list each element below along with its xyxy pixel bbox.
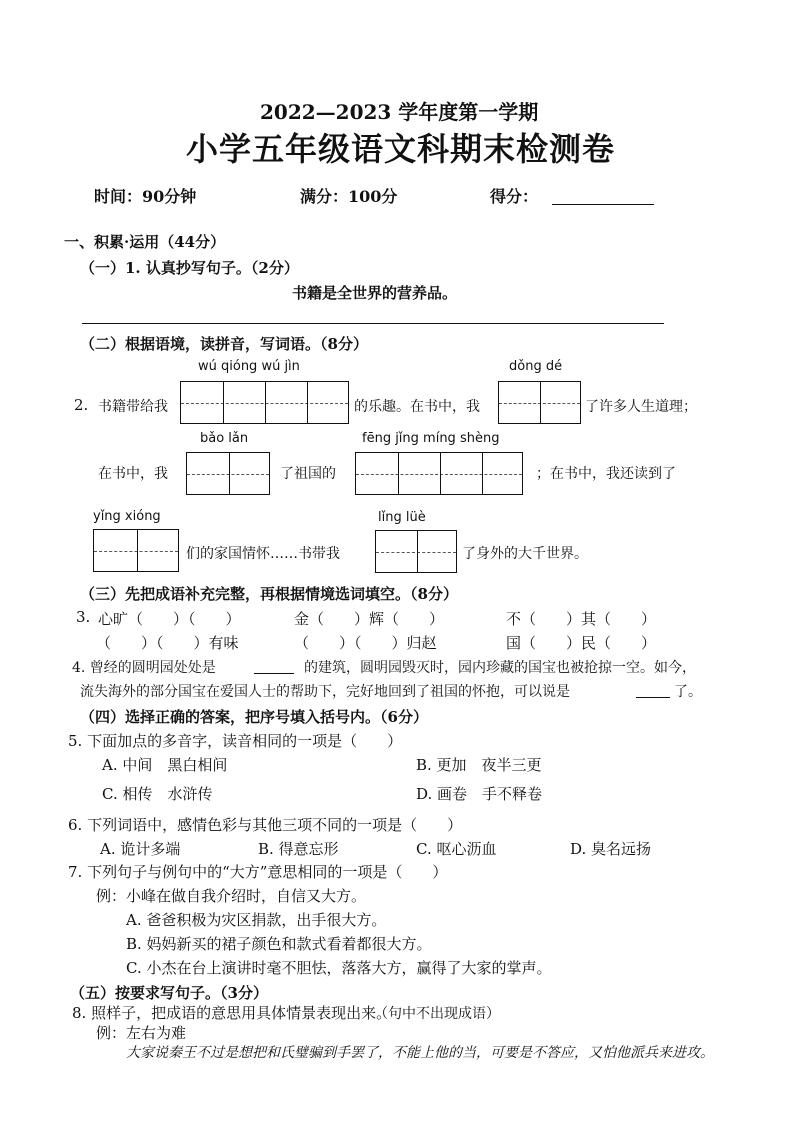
idiom-4: （ ）（ ）有味 — [96, 634, 239, 652]
answer-box-2[interactable] — [498, 381, 581, 424]
q6-stem: 6. 下列词语中，感情色彩与其他三项不同的一项是（ ） — [68, 816, 463, 834]
q3-number: 3. — [76, 608, 91, 626]
q7-option-c[interactable]: C. 小杰在台上演讲时毫不胆怯，落落大方，赢得了大家的掌声。 — [126, 959, 552, 977]
idiom-2: 金（ ）辉（ ） — [294, 610, 445, 628]
q6-option-b[interactable]: B. 得意忘形 — [258, 840, 339, 858]
q5-option-b[interactable]: B. 更加 夜半三更 — [416, 756, 542, 774]
q8-example-label: 例：左右为难 — [96, 1024, 187, 1042]
q4-line2-a: 流失海外的部分国宝在爱国人士的帮助下，完好地回到了祖国的怀抱，可以说是 — [80, 684, 570, 700]
q5-option-a[interactable]: A. 中间 黑白相间 — [102, 756, 228, 774]
score-blank[interactable] — [552, 204, 654, 205]
idiom-3: 不（ ）其（ ） — [506, 610, 657, 628]
idiom-1: 心旷（ ）（ ） — [98, 610, 241, 628]
section2-heading: （二）根据语境，读拼音，写词语。（8分） — [80, 335, 368, 353]
copy-answer-line[interactable] — [82, 323, 664, 324]
q5-option-d[interactable]: D. 画卷 手不释卷 — [416, 785, 543, 803]
q4-blank-2[interactable] — [636, 697, 670, 698]
q6-option-a[interactable]: A. 诡计多端 — [100, 840, 181, 858]
q2-text-4: 在书中，我 — [98, 466, 168, 482]
part1-label: （一）1. 认真抄写句子。（2分） — [80, 259, 299, 277]
answer-box-3[interactable] — [186, 452, 270, 495]
q2-text-3: 了许多人生道理； — [585, 399, 697, 415]
q2-text-6: ；在书中，我还读到了 — [536, 466, 676, 482]
q2-text-7: 们的家国情怀……书带我 — [186, 546, 340, 562]
q7-option-b[interactable]: B. 妈妈新买的裙子颜色和款式看着都很大方。 — [126, 935, 432, 953]
answer-box-5[interactable] — [93, 529, 179, 572]
exam-term: 2022—2023 学年度第一学期 — [260, 100, 539, 124]
section5-heading: （五）按要求写句子。（3分） — [70, 984, 268, 1002]
pinyin-6: lǐng lüè — [378, 510, 426, 525]
pinyin-5: yǐng xióng — [93, 509, 161, 524]
q5-option-c[interactable]: C. 相传 水浒传 — [102, 785, 213, 803]
q2-text-8: 了身外的大千世界。 — [462, 546, 588, 562]
section1-heading: 一、积累·运用（44分） — [64, 233, 226, 251]
exam-score-label: 得分： — [490, 187, 539, 206]
q8-example-text: 大家说秦王不过是想把和氏璧骗到手罢了，不能上他的当，可要是不答应，又怕他派兵来进攻。 — [126, 1045, 714, 1061]
q7-option-a[interactable]: A. 爸爸积极为灾区捐款，出手很大方。 — [126, 911, 387, 929]
exam-full-score: 满分：100分 — [300, 187, 398, 206]
exam-time: 时间：90分钟 — [94, 187, 197, 206]
answer-box-6[interactable] — [375, 530, 457, 573]
q4-line1-b: 的建筑，圆明园毁灭时，园内珍藏的国宝也被抢掠一空。如今， — [304, 660, 696, 676]
section3-heading: （三）先把成语补充完整，再根据情境选词填空。（8分） — [80, 585, 458, 603]
q2-text-2: 的乐趣。在书中，我 — [354, 399, 480, 415]
q6-option-d[interactable]: D. 臭名远扬 — [570, 840, 652, 858]
pinyin-3: bǎo lǎn — [200, 431, 249, 446]
q5-stem: 5. 下面加点的多音字，读音相同的一项是（ ） — [68, 732, 403, 750]
q2-number: 2. — [74, 396, 89, 414]
q4-line2-b: 了。 — [674, 684, 702, 700]
idiom-5: （ ）（ ）归赵 — [294, 634, 437, 652]
q2-text-5: 了祖国的 — [280, 466, 336, 482]
answer-box-1[interactable] — [180, 381, 349, 424]
q8-stem: 8. 照样子，把成语的意思用具体情景表现出来。 — [72, 1004, 392, 1022]
pinyin-2: dǒng dé — [509, 359, 563, 374]
q8-note: （句中不出现成语） — [374, 1006, 500, 1022]
q7-stem: 7. 下列句子与例句中的“大方”意思相同的一项是（ ） — [68, 863, 448, 881]
pinyin-4: fēng jǐng míng shèng — [362, 431, 500, 446]
pinyin-1: wú qióng wú jìn — [198, 359, 300, 374]
copy-sentence: 书籍是全世界的营养品。 — [292, 284, 458, 302]
q2-text-1: 书籍带给我 — [98, 399, 168, 415]
q4-line1-a: 4. 曾经的圆明园处处是 — [72, 660, 216, 676]
q4-blank-1[interactable] — [254, 673, 294, 674]
q7-example: 例：小峰在做自我介绍时，自信又大方。 — [96, 887, 367, 905]
q6-option-c[interactable]: C. 呕心沥血 — [416, 840, 497, 858]
section4-heading: （四）选择正确的答案，把序号填入括号内。（6分） — [80, 708, 428, 726]
exam-title: 小学五年级语文科期末检测卷 — [186, 130, 616, 168]
answer-box-4[interactable] — [355, 452, 523, 495]
idiom-6: 国（ ）民（ ） — [506, 634, 657, 652]
